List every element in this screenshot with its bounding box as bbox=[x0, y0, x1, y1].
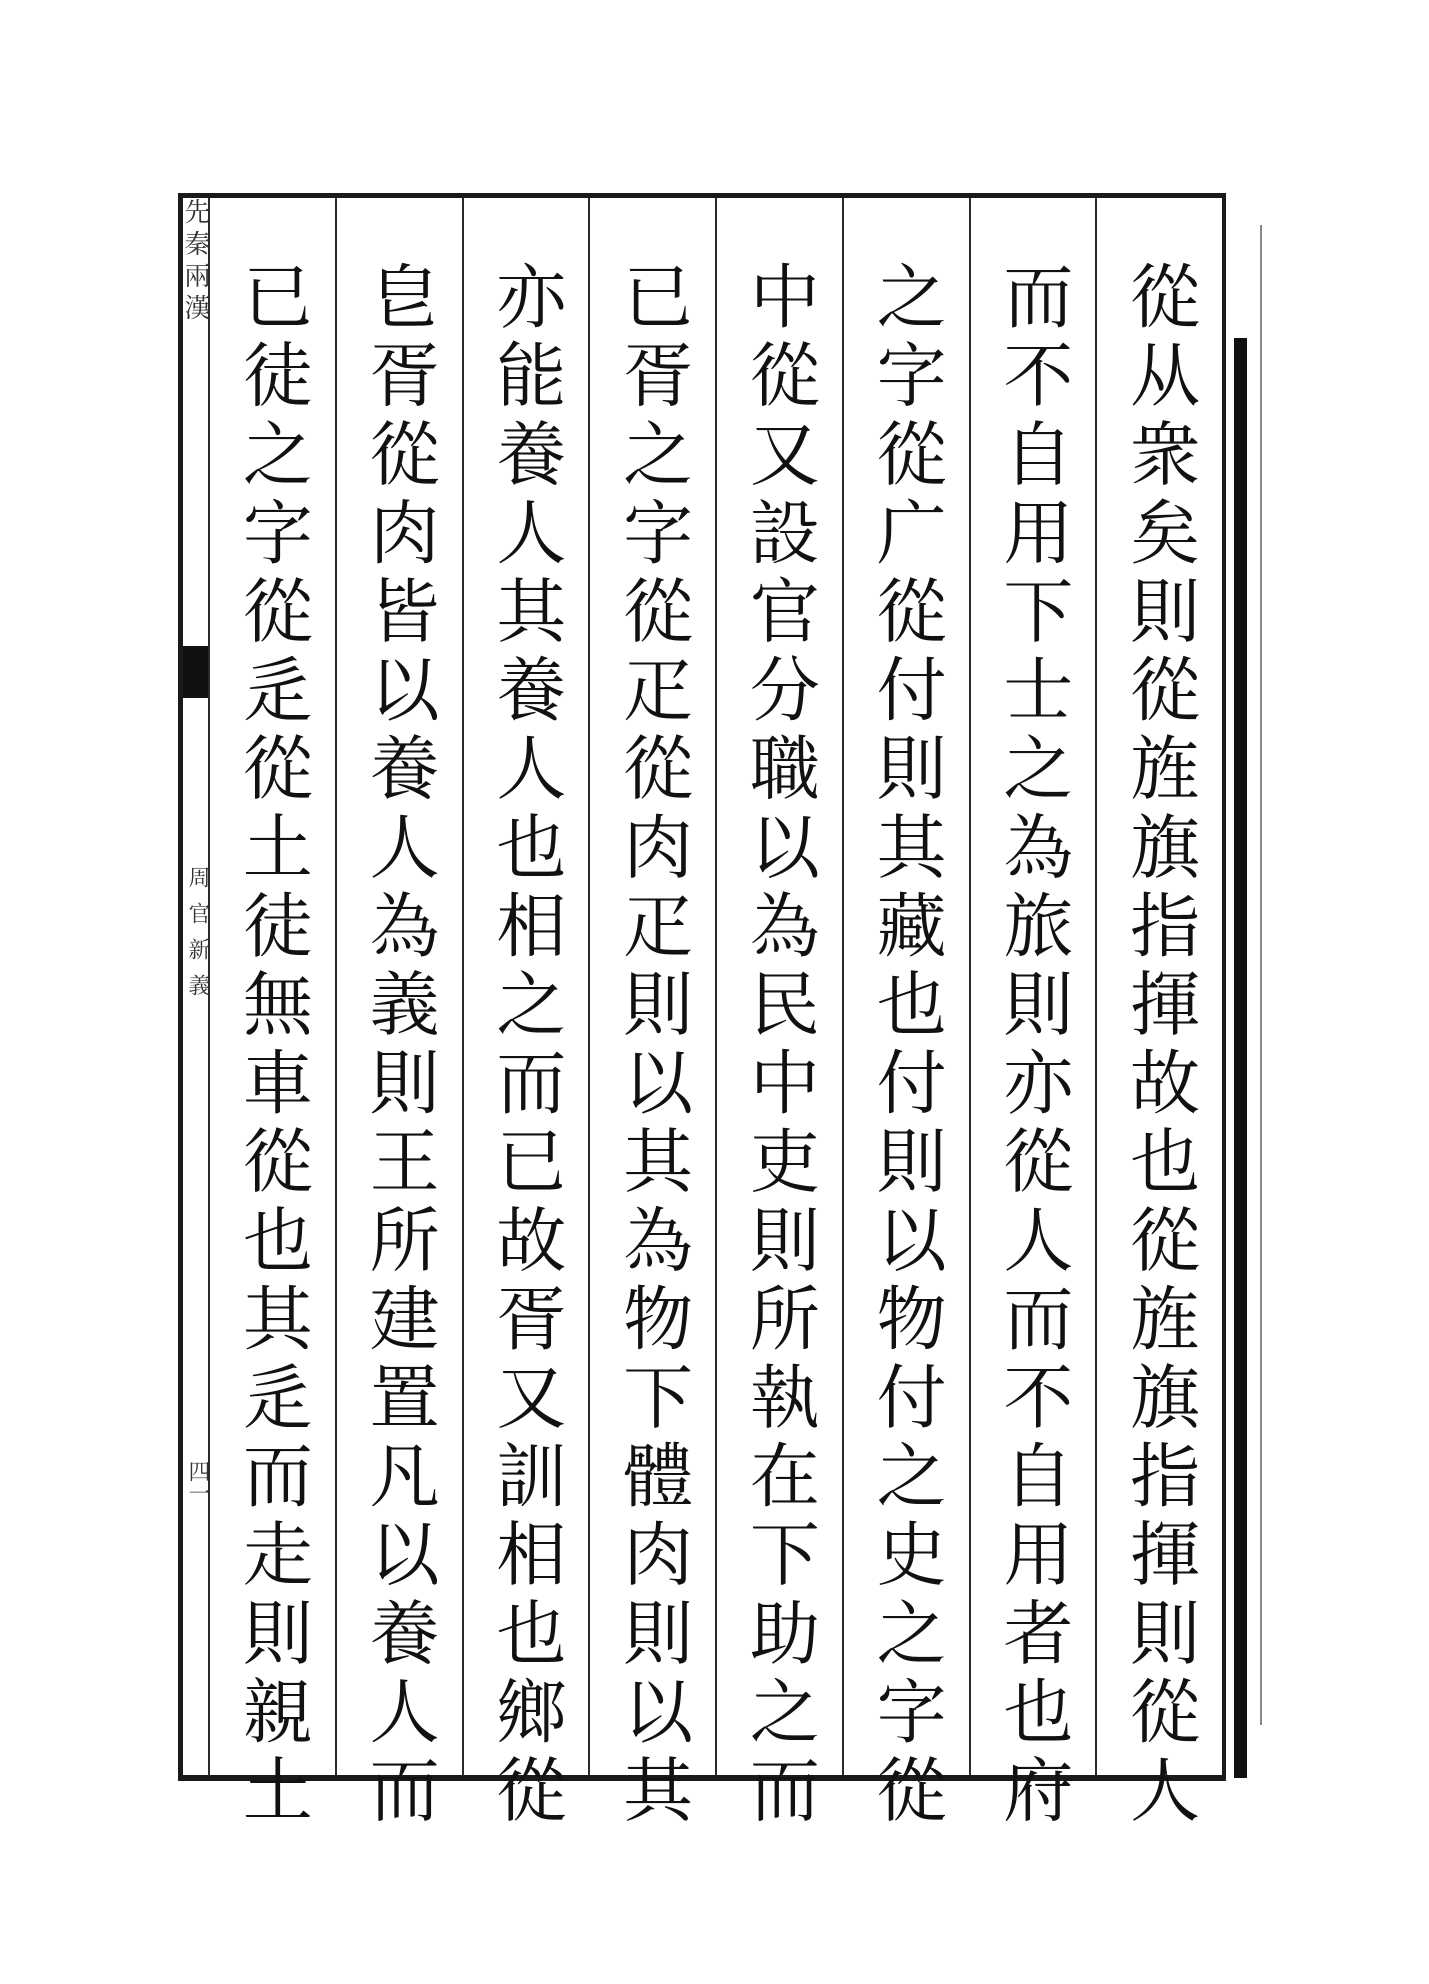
column-text: 而不自用下士之為旅則亦從人而不自用者也府 bbox=[991, 260, 1074, 1832]
gutter-folio-number: 四一 bbox=[185, 1460, 210, 1504]
text-column-5 bbox=[588, 198, 715, 1832]
text-columns bbox=[208, 198, 1222, 1832]
fishtail-mark bbox=[183, 646, 208, 698]
gutter-header-text: 先秦兩漢 bbox=[180, 198, 210, 326]
centre-fold-strip bbox=[180, 198, 210, 1775]
fore-edge-shadow bbox=[1234, 338, 1247, 1778]
text-column-3 bbox=[842, 198, 969, 1832]
text-column-6 bbox=[462, 198, 589, 1832]
fore-edge-line bbox=[1260, 225, 1262, 1725]
text-column-1 bbox=[1095, 198, 1222, 1832]
column-text: 已徒之字從辵從土徒無車從也其辵而走則親土 bbox=[231, 260, 314, 1832]
column-text: 中從又設官分職以為民中吏則所執在下助之而 bbox=[738, 260, 821, 1832]
gutter-book-title: 周官新義 bbox=[185, 866, 210, 1010]
text-column-8 bbox=[208, 198, 335, 1832]
column-text: 從从衆矣則從旌旗指揮故也從旌旗指揮則從人 bbox=[1118, 260, 1201, 1832]
column-text: 已胥之字從疋從肉疋則以其為物下體肉則以其 bbox=[611, 260, 694, 1832]
text-column-4 bbox=[715, 198, 842, 1832]
text-column-7 bbox=[335, 198, 462, 1832]
column-text: 亦能養人其養人也相之而已故胥又訓相也鄉從 bbox=[484, 260, 567, 1832]
frame-right-border bbox=[1222, 193, 1226, 1781]
text-column-2 bbox=[969, 198, 1096, 1832]
column-text: 之字從广從付則其藏也付則以物付之史之字從 bbox=[865, 260, 948, 1832]
column-text: 皀胥從肉皆以養人為義則王所建置凡以養人而 bbox=[358, 260, 441, 1832]
